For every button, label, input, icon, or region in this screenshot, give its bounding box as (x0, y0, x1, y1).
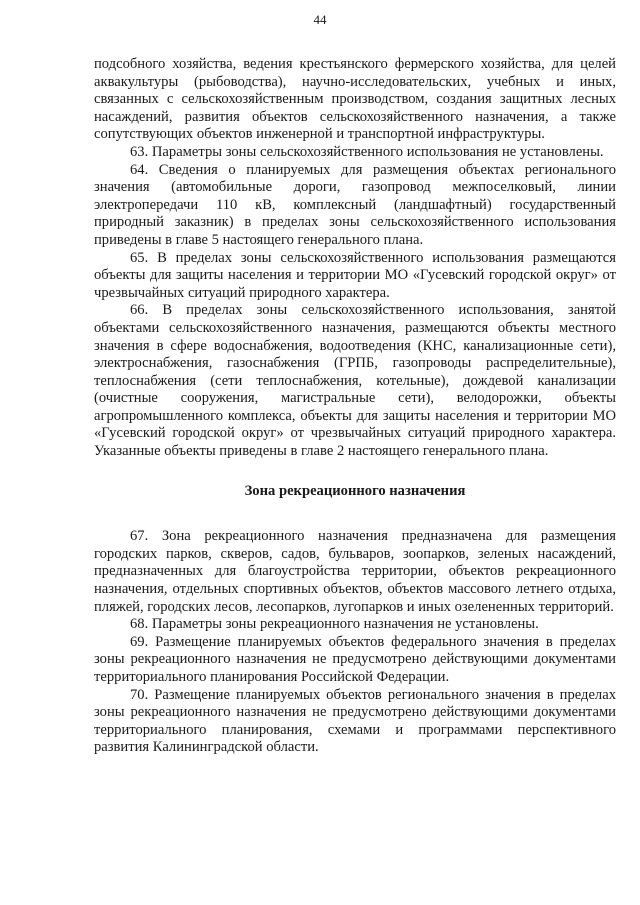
paragraph-64: 64. Сведения о планируемых для размещения объектах регионального значения (автомобильные дороги, газопровод межпоселковый, линии электропередачи 110 кВ, комплексный (ландшафтный) государственный природный заказник) в пределах зоны сельскохозяйственного использования приведены в главе 5 настоящего генерального плана. (94, 161, 616, 248)
paragraph-69: 69. Размещение планируемых объектов федерального значения в пределах зоны рекреационного назначения не предусмотрено действующими документами территориального планирования Российской Федерации. (94, 633, 616, 685)
paragraph-68: 68. Параметры зоны рекреационного назначения не установлены. (130, 616, 539, 633)
section-heading: Зона рекреационного назначения (244, 482, 466, 499)
paragraph-67: 67. Зона рекреационного назначения предназначена для размещения городских парков, скверов, садов, бульваров, зоопарков, зеленых насаждений, предназначенных для благоустройства территории, объектов рекреационного назначения, отдельных спортивных объектов, объектов массового летнего отдыха, пляжей, городских лесов, лесопарков, лугопарков и иных озелененных территорий. (94, 528, 616, 615)
page-number: 44 (313, 12, 327, 27)
paragraph-70: 70. Размещение планируемых объектов регионального значения в пределах зоны рекреационного назначения не предусмотрено действующими документами территориального планирования, схемами и программами перспективного развития Калининградской области. (94, 686, 616, 756)
paragraph-63: 63. Параметры зоны сельскохозяйственного использования не установлены. (130, 143, 604, 160)
paragraph-continued: подсобного хозяйства, ведения крестьянского фермерского хозяйства, для целей аквакультуры (рыбоводства), научно-исследовательских, учебных и иных, связанных с сельскохозяйственным производством, создания защитных лесных насаждений, развития объектов сельскохозяйственного назначения, а также сопутствующих объектов инженерной и транспортной инфраструктуры. (94, 56, 616, 143)
paragraph-66: 66. В пределах зоны сельскохозяйственного использования, занятой объектами сельскохозяйственного назначения, размещаются объекты местного значения в сфере водоснабжения, водоотведения (КНС, канализационные сети), электроснабжения, газоснабжения (ГРПБ, газопроводы распределительные), теплоснабжения (сети теплоснабжения, котельные), дождевой канализации (очистные сооружения, магистральные сети), велодорожки, объекты агропромышленного комплекса, объекты для защиты населения и территории МО «Гусевский городской округ» от чрезвычайных ситуаций природного характера. Указанные объекты приведены в главе 2 настоящего генерального плана. (94, 302, 616, 460)
document-body (94, 56, 616, 757)
paragraph-65: 65. В пределах зоны сельскохозяйственного использования размещаются объекты для защиты населения и территории МО «Гусевский городской округ» от чрезвычайных ситуаций природного характера. (94, 249, 616, 301)
